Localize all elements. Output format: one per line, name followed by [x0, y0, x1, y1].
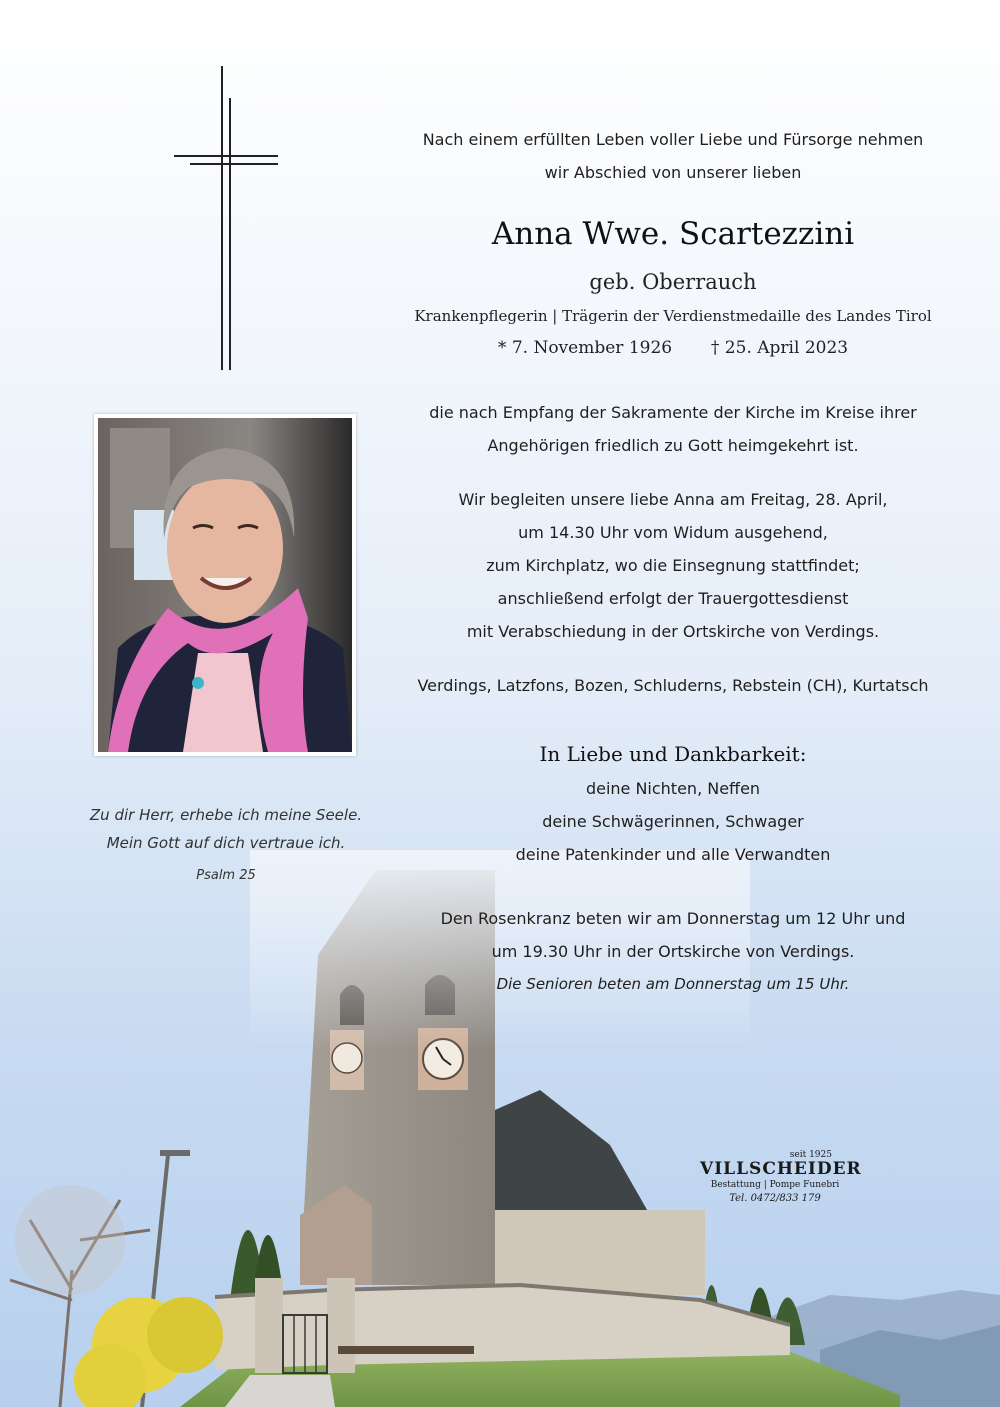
intro-line-1: Nach einem erfüllten Leben voller Liebe und Fürsorge nehmen	[422, 130, 924, 149]
death-date: † 25. April 2023	[710, 338, 849, 358]
passing-line-2: Angehörigen friedlich zu Gott heimgekehrt ist.	[487, 436, 859, 455]
life-dates	[390, 338, 956, 358]
portrait-image	[98, 418, 352, 752]
funeral-line-1: Wir begleiten unsere liebe Anna am Freitag, 28. April,	[458, 490, 888, 509]
undertaker-name: VILLSCHEIDER	[700, 1159, 862, 1179]
portrait-photo	[94, 414, 356, 756]
undertaker-since: seit 1925	[789, 1150, 832, 1160]
funeral-line-4: anschließend erfolgt der Trauergottesdienst	[497, 589, 849, 608]
undertaker-subtitle: Bestattung | Pompe Funebri	[710, 1180, 840, 1190]
places-line: Verdings, Latzfons, Bozen, Schluderns, Rebstein (CH), Kurtatsch	[417, 676, 929, 695]
undertaker-logo	[700, 1150, 862, 1204]
psalm-line-2: Mein Gott auf dich vertraue ich.	[106, 834, 346, 852]
funeral-line-2: um 14.30 Uhr vom Widum ausgehend,	[518, 523, 828, 542]
psalm-line-1: Zu dir Herr, erhebe ich meine Seele.	[89, 806, 363, 824]
psalm-reference: Psalm 25	[196, 868, 256, 883]
profession: Krankenpflegerin | Trägerin der Verdienstmedaille des Landes Tirol	[414, 307, 932, 325]
rosary-line-1: Den Rosenkranz beten wir am Donnerstag um 12 Uhr und	[440, 909, 906, 928]
rosary-line-3: Die Senioren beten am Donnerstag um 15 Uhr.	[496, 975, 850, 993]
passing-line-1: die nach Empfang der Sakramente der Kirche im Kreise ihrer	[429, 403, 917, 422]
undertaker-phone: Tel. 0472/833 179	[729, 1193, 821, 1204]
funeral-line-5: mit Verabschiedung in der Ortskirche von Verdings.	[466, 622, 880, 641]
mourners-line-3: deine Patenkinder und alle Verwandten	[515, 845, 831, 864]
mourners-line-2: deine Schwägerinnen, Schwager	[542, 812, 804, 831]
mourners-heading: In Liebe und Dankbarkeit:	[539, 742, 807, 766]
funeral-line-3: zum Kirchplatz, wo die Einsegnung stattfindet;	[486, 556, 860, 575]
intro-line-2: wir Abschied von unserer lieben	[544, 163, 802, 182]
maiden-name: geb. Oberrauch	[589, 270, 757, 294]
cross-icon	[170, 66, 282, 372]
rosary-line-2: um 19.30 Uhr in der Ortskirche von Verdings.	[491, 942, 855, 961]
mourners-line-1: deine Nichten, Neffen	[585, 779, 761, 798]
birth-date: * 7. November 1926	[497, 338, 673, 358]
deceased-name: Anna Wwe. Scartezzini	[491, 216, 855, 252]
